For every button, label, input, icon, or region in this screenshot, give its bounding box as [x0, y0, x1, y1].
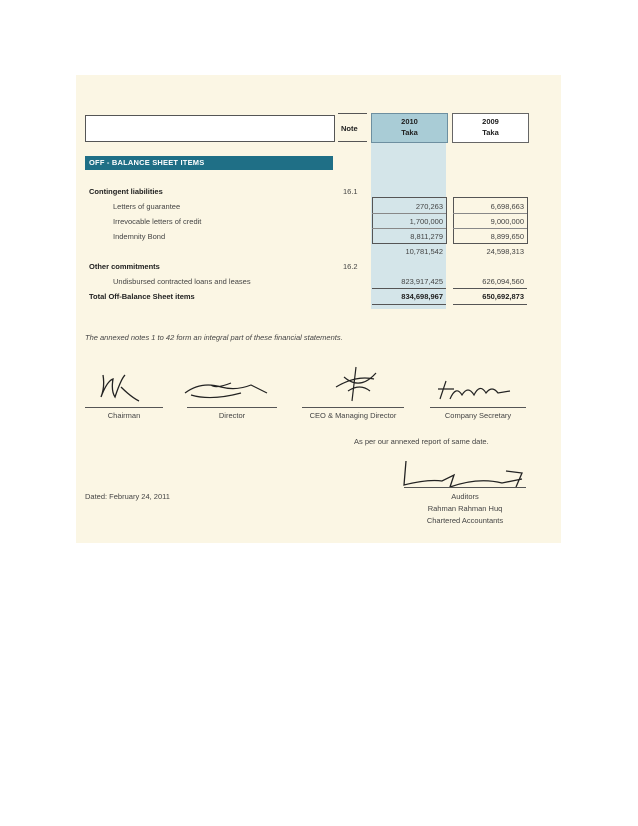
- year-2010-label: 2010: [401, 117, 418, 126]
- auditor-firm: Rahman Rahman Huq: [427, 504, 503, 513]
- director-signature: [181, 375, 271, 405]
- row-value-2010: 8,811,279: [410, 232, 443, 241]
- company-secretary-signature: [434, 375, 514, 405]
- year-2010-currency: Taka: [401, 128, 418, 137]
- row-value-2009: 626,094,560: [482, 277, 524, 286]
- chairman-signature-line: [85, 407, 163, 408]
- row-divider-2009-1: [453, 213, 527, 214]
- row-label: Undisbursed contracted loans and leases: [113, 277, 251, 286]
- director-title: Director: [218, 411, 246, 420]
- annex-note: The annexed notes 1 to 42 form an integral part of these financial statements.: [85, 333, 343, 342]
- row-value-2009: 8,899,650: [490, 232, 524, 241]
- row-value-2009: 9,000,000: [490, 217, 524, 226]
- secretary-signature-line: [430, 407, 526, 408]
- chairman-title: Chairman: [107, 411, 141, 420]
- row-label: Irrevocable letters of credit: [113, 217, 202, 226]
- other-commitments-label: Other commitments: [89, 262, 160, 271]
- ceo-signature: [326, 365, 386, 405]
- other-commitments-note: 16.2: [343, 262, 358, 271]
- subtotal-2010: 10,781,542: [405, 247, 443, 256]
- row-divider-2010-1: [372, 213, 446, 214]
- subtotal-2009: 24,598,313: [486, 247, 524, 256]
- auditor-type: Chartered Accountants: [426, 516, 504, 525]
- year-2009-currency: Taka: [482, 128, 499, 137]
- note-column-header: Note: [341, 124, 358, 133]
- row-label: Letters of guarantee: [113, 202, 181, 211]
- note-header-rule-top: [338, 113, 367, 114]
- statement-title-box: [85, 115, 335, 142]
- total-rule-2009-top: [453, 288, 527, 289]
- row-label: Indemnity Bond: [113, 232, 166, 241]
- note-header-rule-bottom: [338, 141, 367, 142]
- total-rule-2010-bottom: [372, 304, 446, 305]
- ceo-signature-line: [302, 407, 404, 408]
- chairman-signature: [91, 367, 151, 407]
- ceo-title: CEO & Managing Director: [309, 411, 397, 420]
- contingent-note: 16.1: [343, 187, 358, 196]
- auditor-signature-line: [404, 487, 526, 488]
- financial-statement-page: [76, 75, 561, 543]
- director-signature-line: [187, 407, 277, 408]
- auditor-title: Auditors: [451, 492, 479, 501]
- year-2009-label: 2009: [482, 117, 499, 126]
- secretary-title: Company Secretary: [444, 411, 512, 420]
- section-title: OFF - BALANCE SHEET ITEMS: [89, 158, 205, 167]
- row-value-2009: 6,698,663: [490, 202, 524, 211]
- total-2009: 650,692,873: [482, 292, 524, 301]
- contingent-liabilities-label: Contingent liabilities: [89, 187, 163, 196]
- total-label: Total Off-Balance Sheet items: [89, 292, 195, 301]
- report-note: As per our annexed report of same date.: [354, 437, 489, 446]
- year-2010-header: [371, 113, 448, 143]
- total-rule-2010-top: [372, 288, 446, 289]
- row-value-2010: 1,700,000: [409, 217, 443, 226]
- row-value-2010: 270,263: [415, 202, 443, 211]
- year-2009-header: [452, 113, 529, 143]
- section-title-bar: [85, 156, 333, 170]
- total-2010: 834,698,967: [401, 292, 443, 301]
- row-value-2010: 823,917,425: [401, 277, 443, 286]
- total-rule-2009-bottom: [453, 304, 527, 305]
- row-divider-2010-2: [372, 228, 446, 229]
- row-divider-2009-2: [453, 228, 527, 229]
- dated-text: Dated: February 24, 2011: [85, 492, 170, 501]
